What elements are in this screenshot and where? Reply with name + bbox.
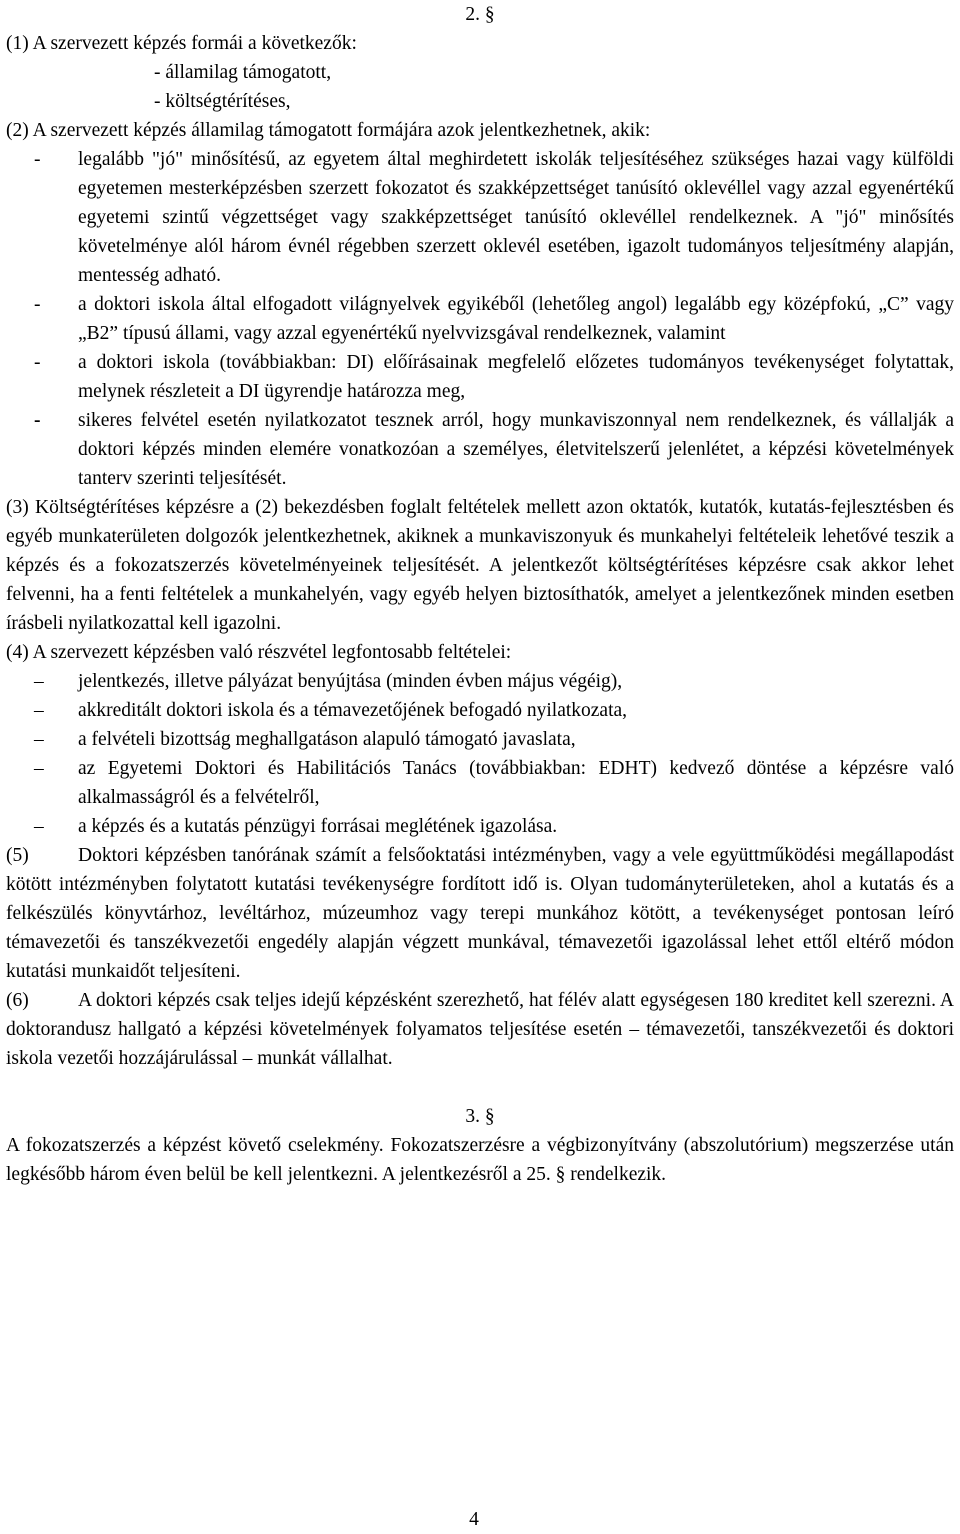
spacer: [6, 1073, 954, 1102]
paragraph-4-item-text: a képzés és a kutatás pénzügyi forrásai meglétének igazolása.: [78, 816, 558, 837]
paragraph-5-label: (5): [6, 845, 29, 866]
paragraph-3-label: (3): [6, 497, 29, 518]
paragraph-4-item: [6, 812, 954, 841]
paragraph-4-label: (4): [6, 642, 29, 663]
paragraph-5: [6, 841, 954, 986]
paragraph-6: [6, 986, 954, 1073]
paragraph-1-item-state: - államilag támogatott,: [154, 62, 332, 83]
paragraph-2-item-text: sikeres felvétel esetén nyilatkozatot tesznek arról, hogy munkaviszonnyal nem rendelkeznek, és vállalják a doktori képzés minden elemére vonatkozóan a személyes, életvitelszerű jelenlétet, a képzési követelmények tanterv szerinti teljesítését.: [78, 410, 954, 489]
page-number: 4: [469, 1509, 479, 1530]
paragraph-5-text: Doktori képzésben tanórának számít a felsőoktatási intézményben, vagy a vele együttműködési megállapodást kötött intézményben folytatott kutatási tevékenységre fordított idő is. Olyan tudományterületeken, ahol a kutatás és a felkészülés könyvtárhoz, levéltárhoz, múzeumhoz vagy terepi munkához kötött, a tevékenységet pontosan leíró témavezetői és tanszékvezetői engedély alapján végzett munkával, témavezetői igazolással lehet ettől eltérő módon kutatási munkaidőt teljesíteni.: [6, 845, 954, 982]
paragraph-2-item: [6, 290, 954, 348]
paragraph-3-text: Költségtérítéses képzésre a (2) bekezdésben foglalt feltételek mellett azon oktatók, kutatók, kutatás-fejlesztésben és egyéb munkaterületen dolgozók jelentkezhetnek, akiknek a munkaviszonyuk és munkahelyi feltételeik lehetővé teszik a képzés és a fokozatszerzés követelményeinek teljesítését. A jelentkezőt költségtérítéses képzésre csak akkor lehet felvenni, ha a fenti feltételek a munkahelyén, vagy egyéb helyen biztosíthatók, amelyet a jelentkezőnek minden esetben írásbeli nyilatkozattal kell igazolni.: [6, 497, 955, 634]
paragraph-4-item: [6, 754, 954, 812]
dash-marker: -: [34, 352, 41, 373]
section-3-text: A fokozatszerzés a képzést követő cselekmény. Fokozatszerzésre a végbizonyítvány (abszolutórium) megszerzése után legkésőbb három éven belül be kell jelentkezni. A jelentkezésről a 25. § rendelkezik.: [6, 1135, 954, 1185]
paragraph-1-text: A szervezett képzés formái a következők:: [32, 33, 357, 54]
paragraph-1-label: (1): [6, 33, 29, 54]
paragraph-2-item: [6, 348, 954, 406]
dash-marker: –: [34, 700, 44, 721]
paragraph-4-item: [6, 725, 954, 754]
paragraph-4-text: A szervezett képzésben való részvétel legfontosabb feltételei:: [32, 642, 512, 663]
paragraph-4-item: [6, 696, 954, 725]
paragraph-2-item-text: a doktori iskola által elfogadott világnyelvek egyikéből (lehetőleg angol) legalább egy középfokú, „C” vagy „B2” típusú állami, vagy azzal egyenértékű nyelvvizsgával rendelkeznek, valamint: [78, 294, 954, 344]
paragraph-4: [6, 638, 954, 667]
paragraph-4-item: [6, 667, 954, 696]
paragraph-2-item-text: legalább "jó" minősítésű, az egyetem által meghirdetett iskolák teljesítéséhez szükséges hazai vagy külföldi egyetemen mesterképzésben szerzett fokozatot és szakképzettséget tanúsító oklevéllel vagy azzal egyenértékű egyetemi szintű végzettséget vagy szakképzettséget tanúsító oklevéllel rendelkeznek. A "jó" minősítés követelménye alól három évnél régebben szerzett oklevél esetében, igazolt tudományos teljesítmény alapján, mentesség adható.: [78, 149, 954, 286]
paragraph-2-item-text: a doktori iskola (továbbiakban: DI) előírásainak megfelelő előzetes tudományos tevékenységet folytattak, melynek részleteit a DI ügyrendje határozza meg,: [78, 352, 954, 402]
dash-marker: –: [34, 729, 44, 750]
paragraph-6-text: A doktori képzés csak teljes idejű képzésként szerezhető, hat félév alatt egységesen 180 kreditet kell szerezni. A doktorandusz hallgató a képzési követelmények folyamatos teljesítése esetén – témavezetői, tanszékvezetői és doktori iskola vezetői hozzájárulással – munkát vállalhat.: [6, 990, 954, 1069]
paragraph-3: [6, 493, 954, 638]
dash-marker: –: [34, 816, 44, 837]
document-page: [6, 0, 954, 1189]
paragraph-4-item-text: az Egyetemi Doktori és Habilitációs Tanács (továbbiakban: EDHT) kedvező döntése a képzésre való alkalmasságról és a felvételről,: [78, 758, 954, 808]
section-3-heading: 3. §: [465, 1106, 495, 1127]
paragraph-1: [6, 29, 954, 58]
paragraph-4-item-text: a felvételi bizottság meghallgatáson alapuló támogató javaslata,: [78, 729, 576, 750]
paragraph-2-item: [6, 145, 954, 290]
paragraph-2-text: A szervezett képzés államilag támogatott formájára azok jelentkezhetnek, akik:: [32, 120, 651, 141]
dash-marker: –: [34, 758, 44, 779]
dash-marker: -: [34, 294, 41, 315]
dash-marker: -: [34, 410, 41, 431]
paragraph-2-label: (2): [6, 120, 29, 141]
section-2-heading: 2. §: [465, 4, 495, 25]
paragraph-2: [6, 116, 954, 145]
paragraph-4-item-text: jelentkezés, illetve pályázat benyújtása (minden évben május végéig),: [78, 671, 623, 692]
dash-marker: –: [34, 671, 44, 692]
paragraph-1-item-fee: - költségtérítéses,: [154, 91, 291, 112]
paragraph-6-label: (6): [6, 990, 29, 1011]
paragraph-2-item: [6, 406, 954, 493]
dash-marker: -: [34, 149, 41, 170]
paragraph-4-item-text: akkreditált doktori iskola és a témavezetőjének befogadó nyilatkozata,: [78, 700, 628, 721]
